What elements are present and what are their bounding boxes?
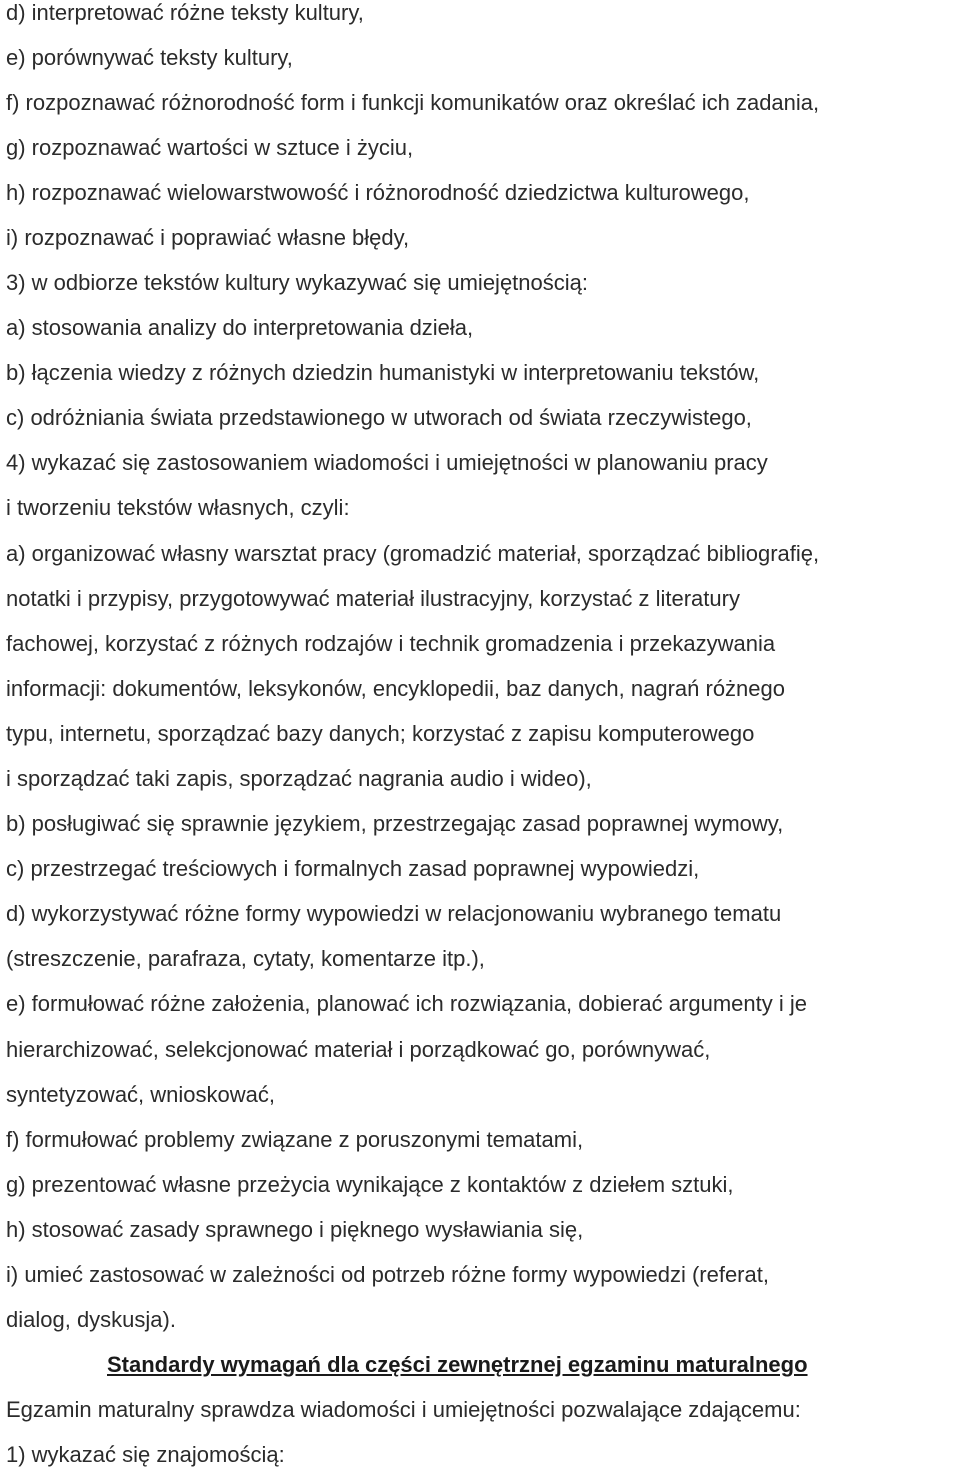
text-line: hierarchizować, selekcjonować materiał i porządkować go, porównywać,: [6, 1037, 711, 1062]
text-line: c) przestrzegać treściowych i formalnych zasad poprawnej wypowiedzi,: [6, 856, 700, 881]
text-line: g) rozpoznawać wartości w sztuce i życiu,: [6, 135, 414, 160]
text-line: e) porównywać teksty kultury,: [6, 45, 293, 70]
text-line: i) rozpoznawać i poprawiać własne błędy,: [6, 225, 410, 250]
text-line: i) umieć zastosować w zależności od potrzeb różne formy wypowiedzi (referat,: [6, 1262, 769, 1287]
text-line: (streszczenie, parafraza, cytaty, komentarze itp.),: [6, 946, 485, 971]
text-line: 3) w odbiorze tekstów kultury wykazywać się umiejętnością:: [6, 270, 589, 295]
section-heading: Standardy wymagań dla części zewnętrznej egzaminu maturalnego: [107, 1352, 808, 1377]
text-line: 1) wykazać się znajomością:: [6, 1442, 285, 1467]
text-line: e) formułować różne założenia, planować ich rozwiązania, dobierać argumenty i je: [6, 991, 807, 1016]
text-line: Egzamin maturalny sprawdza wiadomości i umiejętności pozwalające zdającemu:: [6, 1397, 801, 1422]
text-line: syntetyzować, wnioskować,: [6, 1082, 275, 1107]
text-line: b) posługiwać się sprawnie językiem, przestrzegając zasad poprawnej wymowy,: [6, 811, 784, 836]
text-line: typu, internetu, sporządzać bazy danych; korzystać z zapisu komputerowego: [6, 721, 755, 746]
text-line: h) rozpoznawać wielowarstwowość i różnorodność dziedzictwa kulturowego,: [6, 180, 750, 205]
text-line: fachowej, korzystać z różnych rodzajów i technik gromadzenia i przekazywania: [6, 631, 776, 656]
text-line: h) stosować zasady sprawnego i pięknego wysławiania się,: [6, 1217, 584, 1242]
text-line: a) stosowania analizy do interpretowania dzieła,: [6, 315, 474, 340]
text-line: c) odróżniania świata przedstawionego w utworach od świata rzeczywistego,: [6, 405, 752, 430]
text-line: d) interpretować różne teksty kultury,: [6, 0, 364, 25]
text-line: g) prezentować własne przeżycia wynikające z kontaktów z dziełem sztuki,: [6, 1172, 734, 1197]
text-line: informacji: dokumentów, leksykonów, encyklopedii, baz danych, nagrań różnego: [6, 676, 786, 701]
text-line: notatki i przypisy, przygotowywać materiał ilustracyjny, korzystać z literatury: [6, 586, 740, 611]
text-line: 4) wykazać się zastosowaniem wiadomości i umiejętności w planowaniu pracy: [6, 450, 768, 475]
text-line: f) rozpoznawać różnorodność form i funkcji komunikatów oraz określać ich zadania,: [6, 90, 820, 115]
text-line: dialog, dyskusja).: [6, 1307, 176, 1332]
text-line: a) organizować własny warsztat pracy (gromadzić materiał, sporządzać bibliografię,: [6, 541, 820, 566]
text-line: i sporządzać taki zapis, sporządzać nagrania audio i wideo),: [6, 766, 592, 791]
text-line: f) formułować problemy związane z poruszonymi tematami,: [6, 1127, 584, 1152]
text-line: d) wykorzystywać różne formy wypowiedzi w relacjonowaniu wybranego tematu: [6, 901, 782, 926]
text-line: i tworzeniu tekstów własnych, czyli:: [6, 495, 350, 520]
text-line: b) łączenia wiedzy z różnych dziedzin humanistyki w interpretowaniu tekstów,: [6, 360, 760, 385]
